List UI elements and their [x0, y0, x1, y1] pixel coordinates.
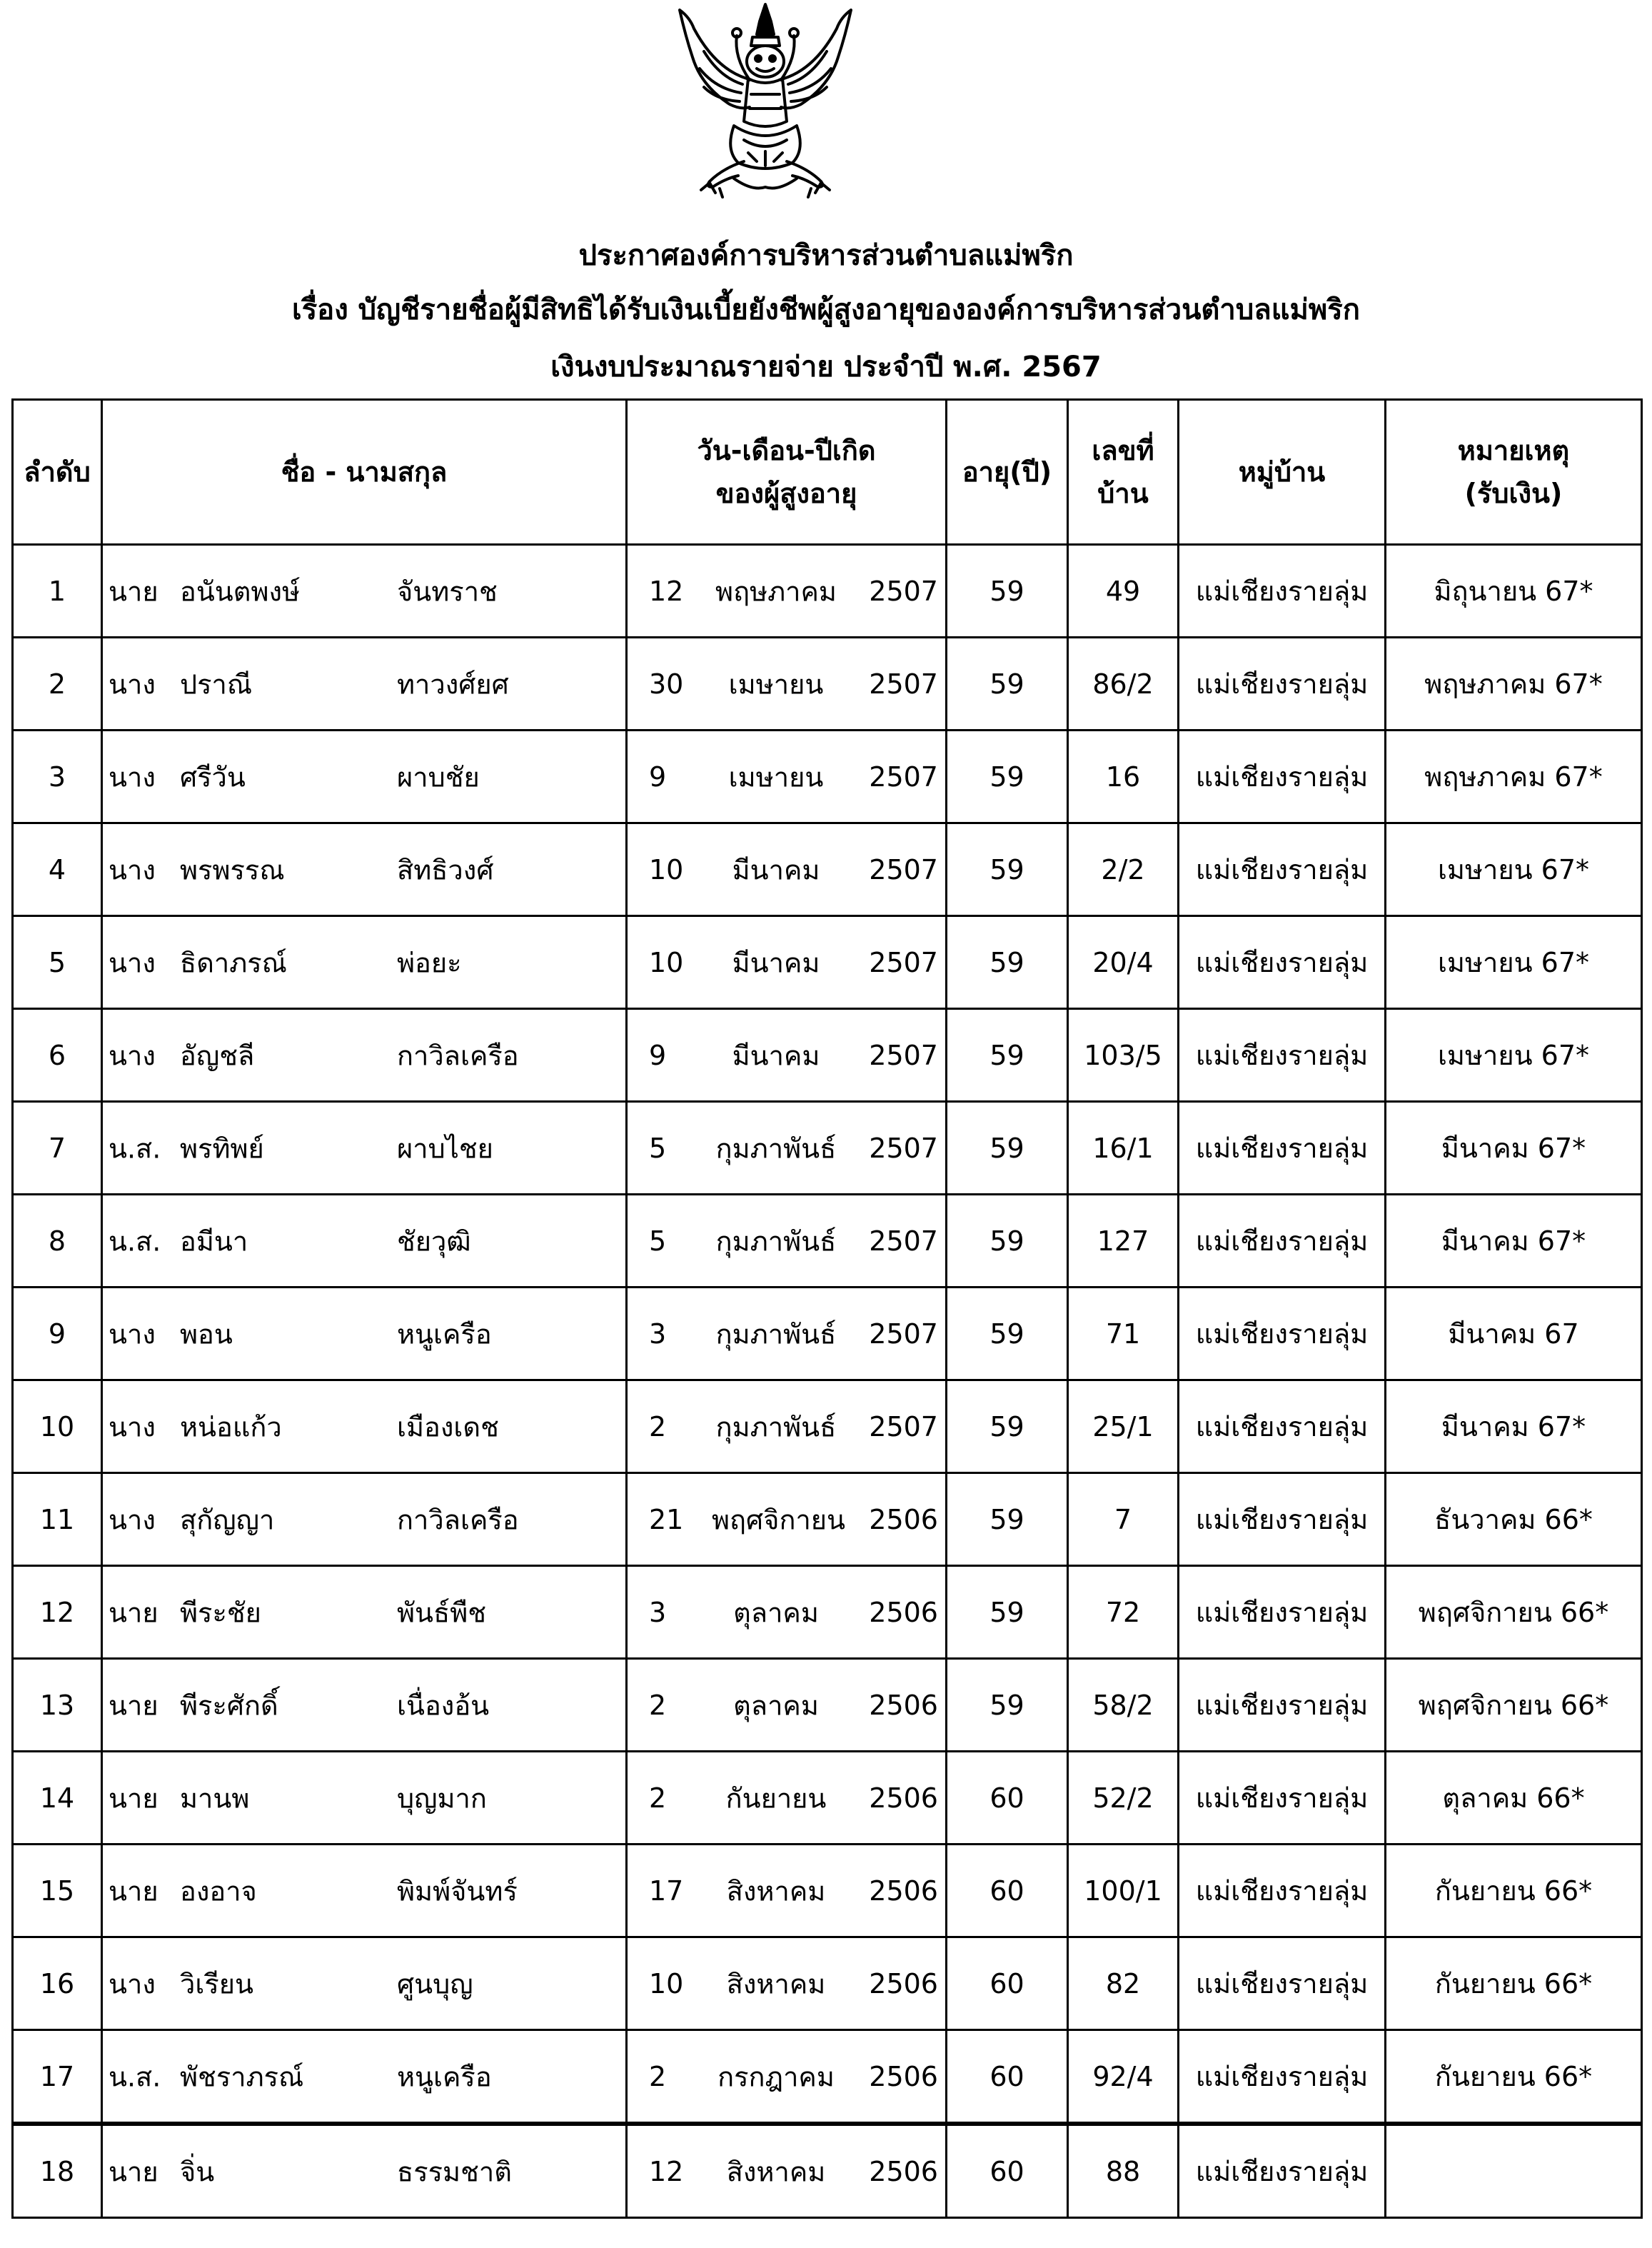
table-row [13, 545, 1642, 638]
village-cell: แม่เชียงรายลุ่ม [1179, 916, 1386, 1009]
remark-cell: กันยายน 66* [1386, 1845, 1642, 1937]
table-row [13, 2030, 1642, 2124]
birth-year: 2507 [869, 668, 938, 700]
table-row [13, 1288, 1642, 1380]
birth-month: เมษายน [728, 668, 824, 700]
last-name: เนื่องอ้น [397, 1690, 490, 1721]
village-cell: แม่เชียงรายลุ่ม [1179, 823, 1386, 916]
remark-cell: ธันวาคม 66* [1386, 1473, 1642, 1566]
age-cell: 59 [947, 916, 1068, 1009]
first-name: พรทิพย์ [180, 1133, 264, 1164]
name-prefix: นาย [109, 1690, 158, 1721]
first-name: สุกัญญา [180, 1504, 275, 1535]
birth-month: มีนาคม [732, 947, 820, 978]
birth-date-cell [627, 1752, 947, 1845]
col-header-birthdate-line1: วัน-เดือน-ปีเกิด [697, 435, 876, 466]
birth-year: 2506 [869, 1689, 938, 1721]
col-header-name: ชื่อ - นามสกุล [102, 400, 627, 545]
village-cell: แม่เชียงรายลุ่ม [1179, 1380, 1386, 1473]
first-name: อมีนา [180, 1225, 248, 1257]
birth-year: 2507 [869, 761, 938, 793]
remark-cell: ตุลาคม 66* [1386, 1752, 1642, 1845]
remark-cell: มีนาคม 67* [1386, 1102, 1642, 1195]
house-number-cell: 52/2 [1068, 1752, 1179, 1845]
remark-cell: พฤศจิกายน 66* [1386, 1659, 1642, 1752]
age-cell: 60 [947, 2030, 1068, 2124]
village-cell: แม่เชียงรายลุ่ม [1179, 1473, 1386, 1566]
birth-date-cell [627, 916, 947, 1009]
village-cell: แม่เชียงรายลุ่ม [1179, 1566, 1386, 1659]
remark-cell: พฤษภาคม 67* [1386, 638, 1642, 731]
birth-month: ตุลาคม [733, 1690, 819, 1721]
house-number-cell: 82 [1068, 1937, 1179, 2030]
house-number-cell: 86/2 [1068, 638, 1179, 731]
first-name: ปราณี [180, 668, 253, 700]
birth-day: 17 [649, 1875, 684, 1907]
birth-month: กุมภาพันธ์ [715, 1133, 837, 1164]
house-number-cell: 103/5 [1068, 1009, 1179, 1102]
first-name: จิ่น [180, 2156, 215, 2187]
first-name: พีระชัย [180, 1597, 261, 1628]
birth-month: เมษายน [728, 761, 824, 793]
full-name-cell [102, 1566, 627, 1659]
last-name: ผาบชัย [397, 761, 480, 793]
full-name-cell [102, 638, 627, 731]
last-name: ชัยวุฒิ [397, 1225, 471, 1257]
last-name: สิทธิวงศ์ [397, 854, 494, 885]
birth-year: 2506 [869, 1596, 938, 1628]
remark-cell: กันยายน 66* [1386, 2030, 1642, 2124]
birth-year: 2507 [869, 1410, 938, 1442]
first-name: หน่อแก้ว [180, 1411, 282, 1442]
age-cell: 60 [947, 1845, 1068, 1937]
house-number-cell: 100/1 [1068, 1845, 1179, 1937]
row-number: 17 [13, 2030, 102, 2124]
full-name-cell [102, 731, 627, 823]
table-row [13, 1937, 1642, 2030]
birth-day: 21 [649, 1503, 684, 1535]
village-cell: แม่เชียงรายลุ่ม [1179, 1009, 1386, 1102]
birth-day: 12 [649, 2155, 684, 2187]
col-header-no: ลำดับ [13, 400, 102, 545]
last-name: เมืองเดช [397, 1411, 499, 1442]
name-prefix: น.ส. [109, 2061, 161, 2092]
col-header-house-line1: เลขที่ [1092, 435, 1154, 466]
birth-date-cell [627, 1566, 947, 1659]
name-prefix: นาย [109, 1875, 158, 1907]
birth-day: 9 [649, 1039, 667, 1071]
full-name-cell [102, 1845, 627, 1937]
first-name: ศรีวัน [180, 761, 246, 793]
remark-cell: พฤษภาคม 67* [1386, 731, 1642, 823]
house-number-cell: 25/1 [1068, 1380, 1179, 1473]
name-prefix: นาง [109, 1504, 156, 1535]
birth-day: 2 [649, 1410, 667, 1442]
birth-date-cell [627, 1380, 947, 1473]
birth-date-cell [627, 1845, 947, 1937]
birth-month: มีนาคม [732, 1040, 820, 1071]
table-row [13, 1845, 1642, 1937]
last-name: พ่อยะ [397, 947, 462, 978]
birth-year: 2506 [869, 2060, 938, 2092]
first-name: พรพรรณ [180, 854, 285, 885]
last-name: ทาวงศ์ยศ [397, 668, 509, 700]
house-number-cell: 2/2 [1068, 823, 1179, 916]
village-cell: แม่เชียงรายลุ่ม [1179, 1752, 1386, 1845]
birth-year: 2506 [869, 2155, 938, 2187]
village-cell: แม่เชียงรายลุ่ม [1179, 545, 1386, 638]
birth-month: กุมภาพันธ์ [715, 1411, 837, 1442]
name-prefix: นาง [109, 1040, 156, 1071]
first-name: พอน [180, 1318, 233, 1350]
col-header-remark-line2: (รับเงิน) [1464, 478, 1563, 509]
birth-year: 2506 [869, 1503, 938, 1535]
first-name: พีระศักดิ์ [180, 1690, 278, 1721]
age-cell: 59 [947, 1288, 1068, 1380]
remark-cell: เมษายน 67* [1386, 823, 1642, 916]
village-cell: แม่เชียงรายลุ่ม [1179, 1659, 1386, 1752]
remark-cell: เมษายน 67* [1386, 916, 1642, 1009]
birth-date-cell [627, 731, 947, 823]
birth-date-cell [627, 1937, 947, 2030]
announcement-title: ประกาศองค์การบริหารส่วนตำบลแม่พริก [578, 239, 1074, 272]
last-name: ศูนบุญ [397, 1968, 473, 1999]
birth-day: 9 [649, 761, 667, 793]
house-number-cell: 127 [1068, 1195, 1179, 1288]
birth-year: 2506 [869, 1967, 938, 1999]
birth-month: สิงหาคม [726, 2156, 826, 2187]
house-number-cell: 20/4 [1068, 916, 1179, 1009]
name-prefix: นาง [109, 1411, 156, 1442]
birth-date-cell [627, 638, 947, 731]
age-cell: 59 [947, 1380, 1068, 1473]
age-cell: 59 [947, 545, 1068, 638]
age-cell: 59 [947, 823, 1068, 916]
remark-cell: มีนาคม 67 [1386, 1288, 1642, 1380]
elderly-allowance-table [11, 398, 1643, 2219]
birth-date-cell [627, 1659, 947, 1752]
name-prefix: นาง [109, 761, 156, 793]
last-name: พันธ์พืช [397, 1597, 487, 1628]
full-name-cell [102, 1380, 627, 1473]
table-row [13, 638, 1642, 731]
name-prefix: นาง [109, 668, 156, 700]
birth-day: 2 [649, 2060, 667, 2092]
row-number: 14 [13, 1752, 102, 1845]
col-header-birthdate [627, 400, 947, 545]
col-header-remark [1386, 400, 1642, 545]
last-name: กาวิลเครือ [397, 1504, 519, 1535]
last-name: จันทราช [397, 576, 498, 607]
remark-cell: กันยายน 66* [1386, 1937, 1642, 2030]
birth-date-cell [627, 1102, 947, 1195]
full-name-cell [102, 1659, 627, 1752]
first-name: วิเรียน [180, 1968, 253, 1999]
birth-day: 5 [649, 1132, 667, 1164]
birth-date-cell [627, 2124, 947, 2218]
first-name: องอาจ [180, 1875, 257, 1907]
name-prefix: นาง [109, 854, 156, 885]
table-row [13, 1009, 1642, 1102]
name-prefix: นาง [109, 1318, 156, 1350]
age-cell: 60 [947, 1752, 1068, 1845]
name-prefix: นาย [109, 576, 158, 607]
house-number-cell: 71 [1068, 1288, 1179, 1380]
table-row [13, 1659, 1642, 1752]
full-name-cell [102, 1102, 627, 1195]
first-name: มานพ [180, 1782, 250, 1814]
table-row [13, 1752, 1642, 1845]
age-cell: 59 [947, 1659, 1068, 1752]
table-row [13, 1566, 1642, 1659]
full-name-cell [102, 2124, 627, 2218]
birth-year: 2507 [869, 1132, 938, 1164]
birth-date-cell [627, 545, 947, 638]
table-row [13, 916, 1642, 1009]
village-cell: แม่เชียงรายลุ่ม [1179, 1937, 1386, 2030]
birth-day: 30 [649, 668, 684, 700]
table-row [13, 731, 1642, 823]
row-number: 11 [13, 1473, 102, 1566]
full-name-cell [102, 1937, 627, 2030]
birth-day: 12 [649, 575, 684, 607]
village-cell: แม่เชียงรายลุ่ม [1179, 1288, 1386, 1380]
first-name: อัญชลี [180, 1040, 255, 1071]
birth-day: 10 [649, 1967, 684, 1999]
row-number: 8 [13, 1195, 102, 1288]
name-prefix: นาย [109, 1597, 158, 1628]
row-number: 7 [13, 1102, 102, 1195]
birth-month: สิงหาคม [726, 1875, 826, 1907]
house-number-cell: 49 [1068, 545, 1179, 638]
full-name-cell [102, 2030, 627, 2124]
birth-year: 2507 [869, 946, 938, 978]
birth-month: ตุลาคม [733, 1597, 819, 1628]
row-number: 5 [13, 916, 102, 1009]
birth-date-cell [627, 1473, 947, 1566]
name-prefix: น.ส. [109, 1225, 161, 1257]
birth-date-cell [627, 823, 947, 916]
col-header-birthdate-line2: ของผู้สูงอายุ [715, 478, 857, 509]
village-cell: แม่เชียงรายลุ่ม [1179, 1102, 1386, 1195]
house-number-cell: 16/1 [1068, 1102, 1179, 1195]
village-cell: แม่เชียงรายลุ่ม [1179, 2124, 1386, 2218]
age-cell: 59 [947, 1473, 1068, 1566]
last-name: หนูเครือ [397, 2061, 492, 2092]
col-header-remark-line1: หมายเหตุ [1457, 435, 1570, 466]
age-cell: 60 [947, 2124, 1068, 2218]
birth-year: 2506 [869, 1782, 938, 1814]
full-name-cell [102, 1752, 627, 1845]
birth-day: 10 [649, 946, 684, 978]
birth-date-cell [627, 1195, 947, 1288]
birth-year: 2507 [869, 1039, 938, 1071]
village-cell: แม่เชียงรายลุ่ม [1179, 2030, 1386, 2124]
birth-day: 3 [649, 1318, 667, 1350]
col-header-house-line2: บ้าน [1097, 478, 1149, 509]
age-cell: 59 [947, 1009, 1068, 1102]
birth-month: มีนาคม [732, 854, 820, 885]
full-name-cell [102, 1009, 627, 1102]
age-cell: 59 [947, 1102, 1068, 1195]
last-name: หนูเครือ [397, 1318, 492, 1350]
birth-month: กุมภาพันธ์ [715, 1225, 837, 1257]
age-cell: 59 [947, 1195, 1068, 1288]
row-number: 12 [13, 1566, 102, 1659]
house-number-cell: 7 [1068, 1473, 1179, 1566]
remark-cell: มีนาคม 67* [1386, 1380, 1642, 1473]
row-number: 9 [13, 1288, 102, 1380]
birth-month: พฤษภาคม [715, 576, 837, 607]
village-cell: แม่เชียงรายลุ่ม [1179, 638, 1386, 731]
full-name-cell [102, 916, 627, 1009]
birth-year: 2507 [869, 1318, 938, 1350]
table-header-row [13, 400, 1642, 545]
birth-date-cell [627, 1288, 947, 1380]
birth-day: 2 [649, 1689, 667, 1721]
house-number-cell: 72 [1068, 1566, 1179, 1659]
table-row [13, 1195, 1642, 1288]
birth-month: กุมภาพันธ์ [715, 1318, 837, 1350]
row-number: 4 [13, 823, 102, 916]
name-prefix: นาย [109, 1782, 158, 1814]
name-prefix: นาง [109, 1968, 156, 1999]
first-name: ธิดาภรณ์ [180, 947, 287, 978]
row-number: 10 [13, 1380, 102, 1473]
full-name-cell [102, 545, 627, 638]
birth-month: กรกฎาคม [717, 2061, 835, 2092]
name-prefix: นาย [109, 2156, 158, 2187]
last-name: ผาบไชย [397, 1133, 493, 1164]
full-name-cell [102, 823, 627, 916]
row-number: 15 [13, 1845, 102, 1937]
name-prefix: นาง [109, 947, 156, 978]
announcement-subject: เรื่อง บัญชีรายชื่อผู้มีสิทธิได้รับเงินเบี้ยยังชีพผู้สูงอายุขององค์การบริหารส่วนตำบลแม่พริก [292, 293, 1360, 326]
village-cell: แม่เชียงรายลุ่ม [1179, 1845, 1386, 1937]
birth-day: 3 [649, 1596, 667, 1628]
full-name-cell [102, 1195, 627, 1288]
house-number-cell: 88 [1068, 2124, 1179, 2218]
birth-year: 2507 [869, 575, 938, 607]
table-row [13, 1102, 1642, 1195]
last-name: บุญมาก [397, 1782, 487, 1814]
age-cell: 60 [947, 1937, 1068, 2030]
row-number: 2 [13, 638, 102, 731]
first-name: พัชราภรณ์ [180, 2061, 304, 2092]
col-header-village: หมู่บ้าน [1179, 400, 1386, 545]
last-name: ธรรมชาติ [397, 2156, 512, 2187]
age-cell: 59 [947, 1566, 1068, 1659]
remark-cell: เมษายน 67* [1386, 1009, 1642, 1102]
birth-date-cell [627, 1009, 947, 1102]
col-header-age: อายุ(ปี) [947, 400, 1068, 545]
budget-year-line: เงินงบประมาณรายจ่าย ประจำปี พ.ศ. 2567 [550, 351, 1102, 383]
col-header-house-no [1068, 400, 1179, 545]
first-name: อนันตพงษ์ [180, 576, 301, 607]
row-number: 3 [13, 731, 102, 823]
full-name-cell [102, 1473, 627, 1566]
row-number: 16 [13, 1937, 102, 2030]
garuda-emblem-icon [673, 0, 858, 207]
row-number: 6 [13, 1009, 102, 1102]
table-row [13, 1473, 1642, 1566]
remark-cell: พฤศจิกายน 66* [1386, 1566, 1642, 1659]
row-number: 1 [13, 545, 102, 638]
village-cell: แม่เชียงรายลุ่ม [1179, 731, 1386, 823]
last-name: พิมพ์จันทร์ [397, 1875, 518, 1907]
last-name: กาวิลเครือ [397, 1040, 519, 1071]
birth-day: 5 [649, 1225, 667, 1257]
full-name-cell [102, 1288, 627, 1380]
birth-day: 2 [649, 1782, 667, 1814]
name-prefix: น.ส. [109, 1133, 161, 1164]
birth-date-cell [627, 2030, 947, 2124]
remark-cell: มีนาคม 67* [1386, 1195, 1642, 1288]
table-row [13, 2124, 1642, 2218]
birth-year: 2507 [869, 1225, 938, 1257]
birth-month: สิงหาคม [726, 1968, 826, 1999]
row-number: 18 [13, 2124, 102, 2218]
house-number-cell: 92/4 [1068, 2030, 1179, 2124]
age-cell: 59 [947, 731, 1068, 823]
house-number-cell: 58/2 [1068, 1659, 1179, 1752]
age-cell: 59 [947, 638, 1068, 731]
remark-cell: มิถุนายน 67* [1386, 545, 1642, 638]
remark-cell [1386, 2124, 1642, 2218]
birth-year: 2507 [869, 853, 938, 885]
birth-day: 10 [649, 853, 684, 885]
table-row [13, 1380, 1642, 1473]
birth-month: พฤศจิกายน [712, 1504, 846, 1535]
house-number-cell: 16 [1068, 731, 1179, 823]
row-number: 13 [13, 1659, 102, 1752]
village-cell: แม่เชียงรายลุ่ม [1179, 1195, 1386, 1288]
birth-month: กันยายน [725, 1782, 827, 1814]
birth-year: 2506 [869, 1875, 938, 1907]
table-row [13, 823, 1642, 916]
